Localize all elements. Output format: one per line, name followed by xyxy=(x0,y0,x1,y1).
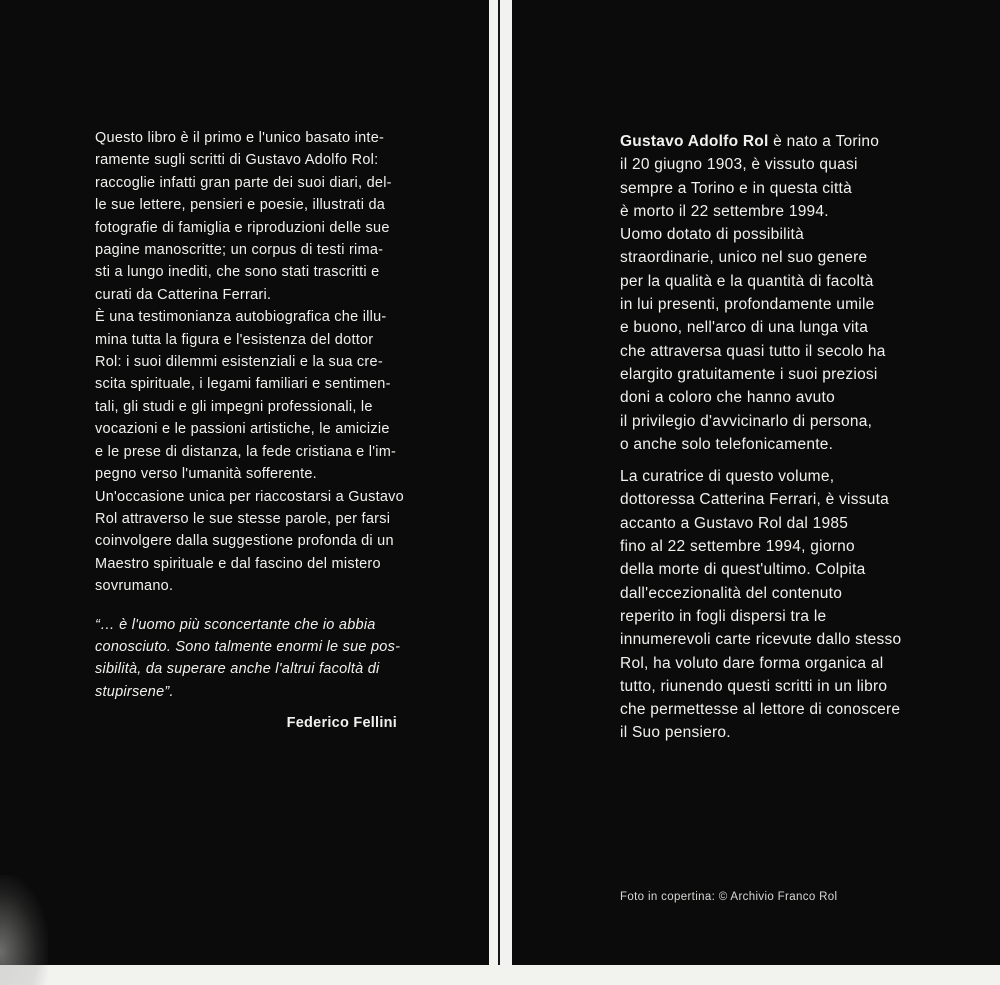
text-line: elargito gratuitamente i suoi preziosi xyxy=(620,365,878,383)
text-line: sovrumano. xyxy=(95,578,174,595)
text-line: curati da Catterina Ferrari. xyxy=(95,286,272,303)
photo-credit: Foto in copertina: © Archivio Franco Rol xyxy=(620,891,838,903)
text-line: raccoglie infatti gran parte dei suoi diari, del- xyxy=(95,174,392,191)
book-description xyxy=(95,127,405,598)
text-line: Rol attraverso le sue stesse parole, per farsi xyxy=(95,510,391,527)
author-bio xyxy=(620,130,920,456)
left-flap-panel xyxy=(0,0,489,965)
text-line: Uomo dotato di possibilità xyxy=(620,226,804,244)
text-line: dottoressa Catterina Ferrari, è vissuta xyxy=(620,491,890,509)
text-line: e le prese di distanza, la fede cristiana e l'im- xyxy=(95,443,397,460)
text-line: e buono, nell'arco di una lunga vita xyxy=(620,319,869,337)
text-line: pegno verso l'umanità sofferente. xyxy=(95,466,317,483)
text-line: le sue lettere, pensieri e poesie, illustrati da xyxy=(95,197,386,214)
text-line: conosciuto. Sono talmente enormi le sue pos- xyxy=(95,638,401,655)
text-line: stupirsene”. xyxy=(95,683,174,700)
bio-first-line xyxy=(620,130,920,153)
text-line: pagine manoscritte; un corpus di testi rima- xyxy=(95,242,384,259)
text-line: che attraversa quasi tutto il secolo ha xyxy=(620,342,886,360)
text-line: innumerevoli carte ricevute dallo stesso xyxy=(620,631,902,649)
text-line: La curatrice di questo volume, xyxy=(620,468,835,486)
fellini-quote xyxy=(95,614,405,704)
curator-bio xyxy=(620,465,920,745)
text-line: Questo libro è il primo e l'unico basato inte- xyxy=(95,130,385,146)
bio-first-line-rest: è nato a Torino xyxy=(768,133,880,150)
text-line: coinvolgere dalla suggestione profonda di un xyxy=(95,533,394,550)
text-line: Maestro spirituale e dal fascino del mistero xyxy=(95,555,381,572)
bio-lines xyxy=(620,153,920,456)
text-line: tutto, riunendo questi scritti in un libro xyxy=(620,677,888,695)
text-line: Un'occasione unica per riaccostarsi a Gustavo xyxy=(95,488,404,505)
quote-attribution: Federico Fellini xyxy=(286,715,397,732)
text-line: o anche solo telefonicamente. xyxy=(620,435,834,453)
text-line: Rol: i suoi dilemmi esistenziali e la sua cre- xyxy=(95,354,383,371)
right-flap-text xyxy=(620,130,920,745)
text-line: È una testimonianza autobiografica che illu- xyxy=(95,309,387,326)
text-line: mina tutta la figura e l'esistenza del dottor xyxy=(95,331,374,348)
text-line: in lui presenti, profondamente umile xyxy=(620,296,875,314)
text-line: dall'eccezionalità del contenuto xyxy=(620,584,843,602)
text-line: fotografie di famiglia e riproduzioni delle sue xyxy=(95,219,390,236)
text-line: vocazioni e le passioni artistiche, le amicizie xyxy=(95,421,390,438)
text-line: che permettesse al lettore di conoscere xyxy=(620,701,901,719)
text-line: il Suo pensiero. xyxy=(620,724,731,742)
scan-artifact xyxy=(0,875,48,985)
text-line: sibilità, da superare anche l'altrui facoltà di xyxy=(95,661,380,678)
text-line: doni a coloro che hanno avuto xyxy=(620,389,835,407)
text-line: Rol, ha voluto dare forma organica al xyxy=(620,654,884,672)
text-line: tali, gli studi e gli impegni professionali, le xyxy=(95,398,373,415)
spine-divider xyxy=(498,0,500,965)
text-line: “… è l'uomo più sconcertante che io abbia xyxy=(95,616,376,633)
text-line: sempre a Torino e in questa città xyxy=(620,179,852,197)
text-line: sti a lungo inediti, che sono stati trascritti e xyxy=(95,264,380,281)
text-line: reperito in fogli dispersi tra le xyxy=(620,607,827,625)
text-line: il 20 giugno 1903, è vissuto quasi xyxy=(620,156,858,174)
text-line: ramente sugli scritti di Gustavo Adolfo Rol: xyxy=(95,152,379,169)
author-name: Gustavo Adolfo Rol xyxy=(620,133,769,150)
text-line: il privilegio d'avvicinarlo di persona, xyxy=(620,412,873,430)
text-line: straordinarie, unico nel suo genere xyxy=(620,249,868,267)
text-line: fino al 22 settembre 1994, giorno xyxy=(620,538,855,556)
text-line: per la qualità e la quantità di facoltà xyxy=(620,272,874,290)
text-line: accanto a Gustavo Rol dal 1985 xyxy=(620,514,849,532)
text-line: scita spirituale, i legami familiari e sentimen- xyxy=(95,376,391,393)
left-flap-text xyxy=(95,127,405,735)
text-line: della morte di quest'ultimo. Colpita xyxy=(620,561,866,579)
text-line: è morto il 22 settembre 1994. xyxy=(620,202,829,220)
